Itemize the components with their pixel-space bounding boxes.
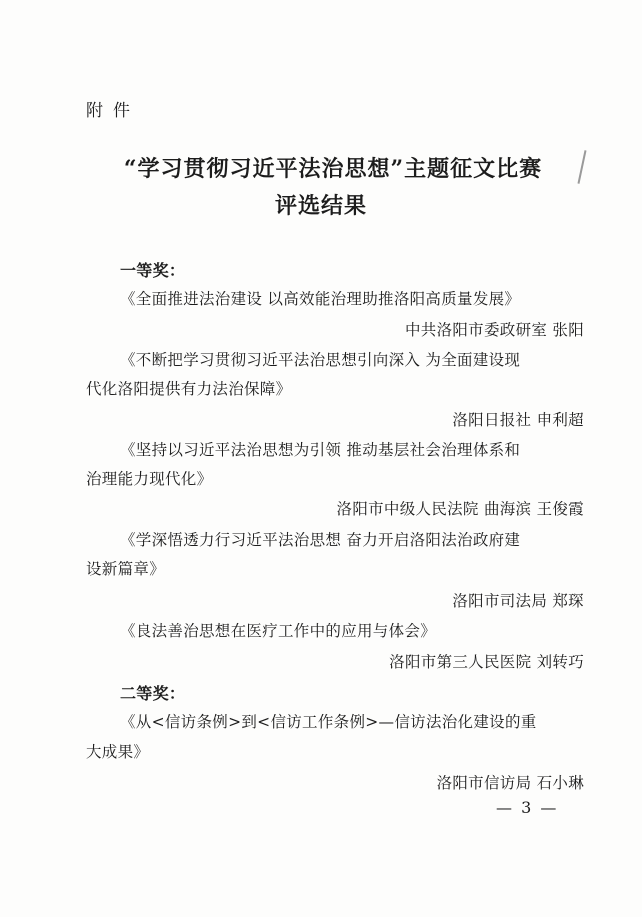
entry-title: 《良法善治思想在医疗工作中的应用与体会》: [120, 622, 437, 640]
entry-author: 洛阳市司法局 郑琛: [452, 592, 584, 610]
page-number: — 3 —: [496, 798, 559, 817]
attachment-label: 附件: [86, 101, 140, 121]
entry-title-continued: 代化洛阳提供有力法治保障》: [86, 380, 292, 398]
second-prize-heading: 二等奖：: [120, 684, 186, 703]
entry-title: 《全面推进法治建设 以高效能治理助推洛阳高质量发展》: [120, 290, 521, 308]
entry-title-continued: 大成果》: [86, 743, 150, 761]
entry-title: 《从<信访条例>到<信访工作条例>—信访法治化建设的重: [120, 713, 537, 731]
entry-author: 洛阳市中级人民法院 曲海滨 王俊霞: [336, 500, 584, 518]
entry-title: 《不断把学习贯彻习近平法治思想引向深入 为全面建设现: [120, 351, 521, 369]
document-subtitle: 评选结果: [274, 193, 367, 219]
entry-author: 中共洛阳市委政研室 张阳: [404, 321, 584, 339]
entry-title-continued: 治理能力现代化》: [86, 470, 213, 488]
entry-title: 《坚持以习近平法治思想为引领 推动基层社会治理体系和: [120, 441, 521, 459]
entry-title-continued: 设新篇章》: [86, 560, 166, 578]
first-prize-heading: 一等奖：: [120, 261, 186, 280]
entry-author: 洛阳市第三人民医院 刘转巧: [389, 653, 584, 671]
entry-author: 洛阳市信访局 石小琳: [436, 774, 584, 792]
entry-author: 洛阳日报社 申利超: [452, 411, 584, 429]
entry-title: 《学深悟透力行习近平法治思想 奋力开启洛阳法治政府建: [120, 531, 521, 549]
document-title: “学习贯彻习近平法治思想”主题征文比赛: [123, 156, 543, 182]
